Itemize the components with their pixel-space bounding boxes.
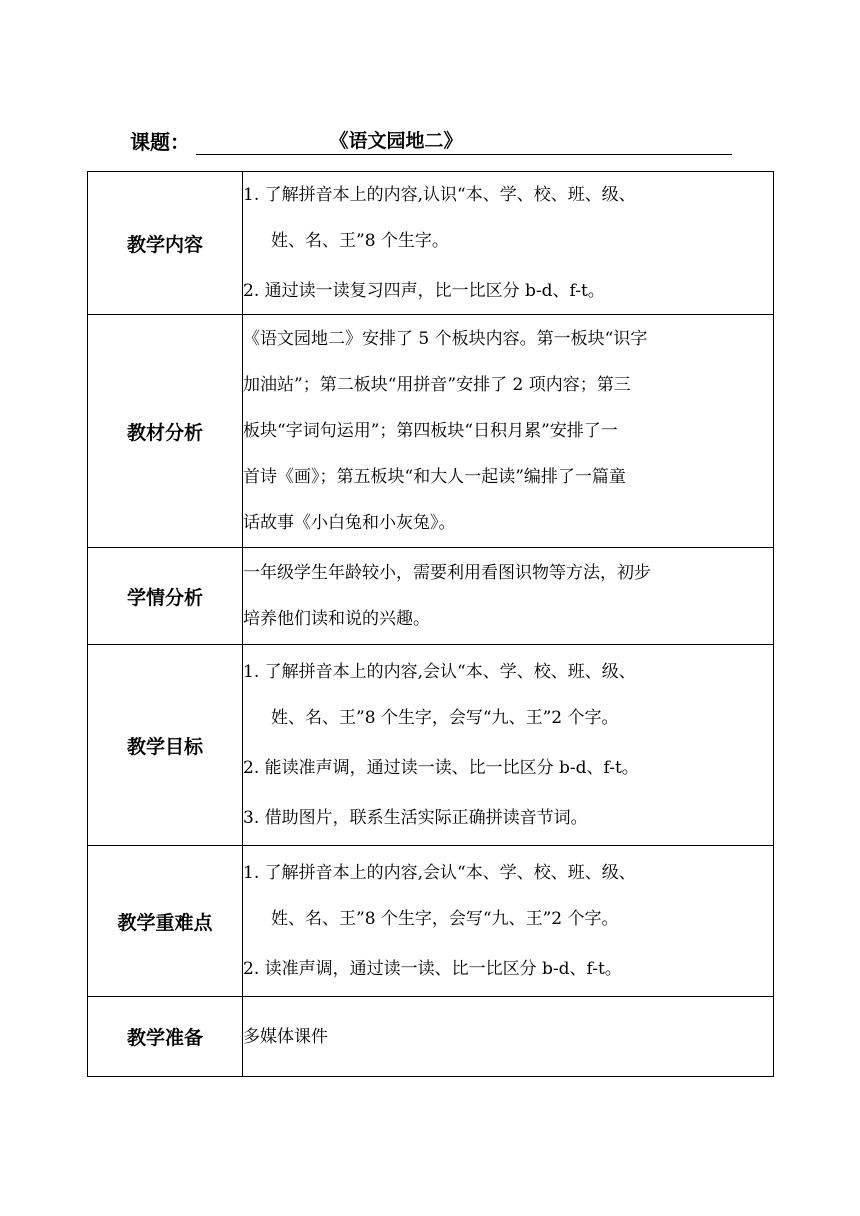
list-item: 3. 借助图片，联系生活实际正确拼读音节词。 [243, 808, 588, 828]
row-material-analysis [88, 315, 774, 548]
list-item: 1. 了解拼音本上的内容,认识“本、学、校、班、级、 [243, 185, 636, 205]
row-body [243, 997, 774, 1077]
lesson-title: 《语文园地二》 [329, 130, 463, 152]
lesson-plan-table [87, 171, 774, 1077]
row-body [243, 315, 774, 548]
list-item-continuation: 姓、名、王”8 个生字，会写“九、王”2 个字。 [271, 909, 619, 929]
lesson-title-row [130, 124, 732, 158]
paragraph-line: 板块“字词句运用”；第四板块“日积月累”安排了一 [243, 421, 618, 441]
row-teaching-goals [88, 645, 774, 846]
row-heading: 学情分析 [88, 548, 243, 645]
list-item: 2. 能读准声调，通过读一读、比一比区分 b-d、f-t。 [243, 758, 639, 778]
list-item: 1. 了解拼音本上的内容,会认“本、学、校、班、级、 [243, 662, 636, 682]
row-teaching-content [88, 172, 774, 315]
paragraph-line: 多媒体课件 [243, 1026, 328, 1047]
list-item: 2. 读准声调，通过读一读、比一比区分 b-d、f-t。 [243, 959, 622, 979]
list-item: 1. 了解拼音本上的内容,会认“本、学、校、班、级、 [243, 863, 636, 883]
row-key-points [88, 846, 774, 997]
title-underline [196, 154, 732, 155]
paragraph-line: 培养他们读和说的兴趣。 [243, 609, 430, 629]
lesson-title-label: 课题： [130, 130, 190, 154]
paragraph-line: 一年级学生年龄较小，需要利用看图识物等方法，初步 [243, 563, 651, 583]
row-heading: 教学目标 [88, 645, 243, 846]
row-heading: 教学重难点 [88, 846, 243, 997]
list-item: 2. 通过读一读复习四声，比一比区分 b-d、f-t。 [243, 281, 605, 301]
paragraph-line: 加油站”；第二板块“用拼音”安排了 2 项内容；第三 [243, 375, 631, 395]
list-item-continuation: 姓、名、王”8 个生字。 [271, 231, 449, 251]
row-body [243, 846, 774, 997]
row-body [243, 645, 774, 846]
paragraph-line: 话故事《小白兔和小灰兔》。 [243, 513, 456, 533]
row-heading: 教材分析 [88, 315, 243, 548]
row-heading: 教学内容 [88, 172, 243, 315]
paragraph-line: 首诗《画》；第五板块“和大人一起读”编排了一篇童 [243, 467, 626, 487]
row-preparation [88, 997, 774, 1077]
paragraph-line: 《语文园地二》安排了 5 个板块内容。第一板块“识字 [243, 329, 648, 349]
row-heading: 教学准备 [88, 997, 243, 1077]
row-body [243, 172, 774, 315]
row-body [243, 548, 774, 645]
list-item-continuation: 姓、名、王”8 个生字，会写“九、王”2 个字。 [271, 708, 619, 728]
row-student-analysis [88, 548, 774, 645]
